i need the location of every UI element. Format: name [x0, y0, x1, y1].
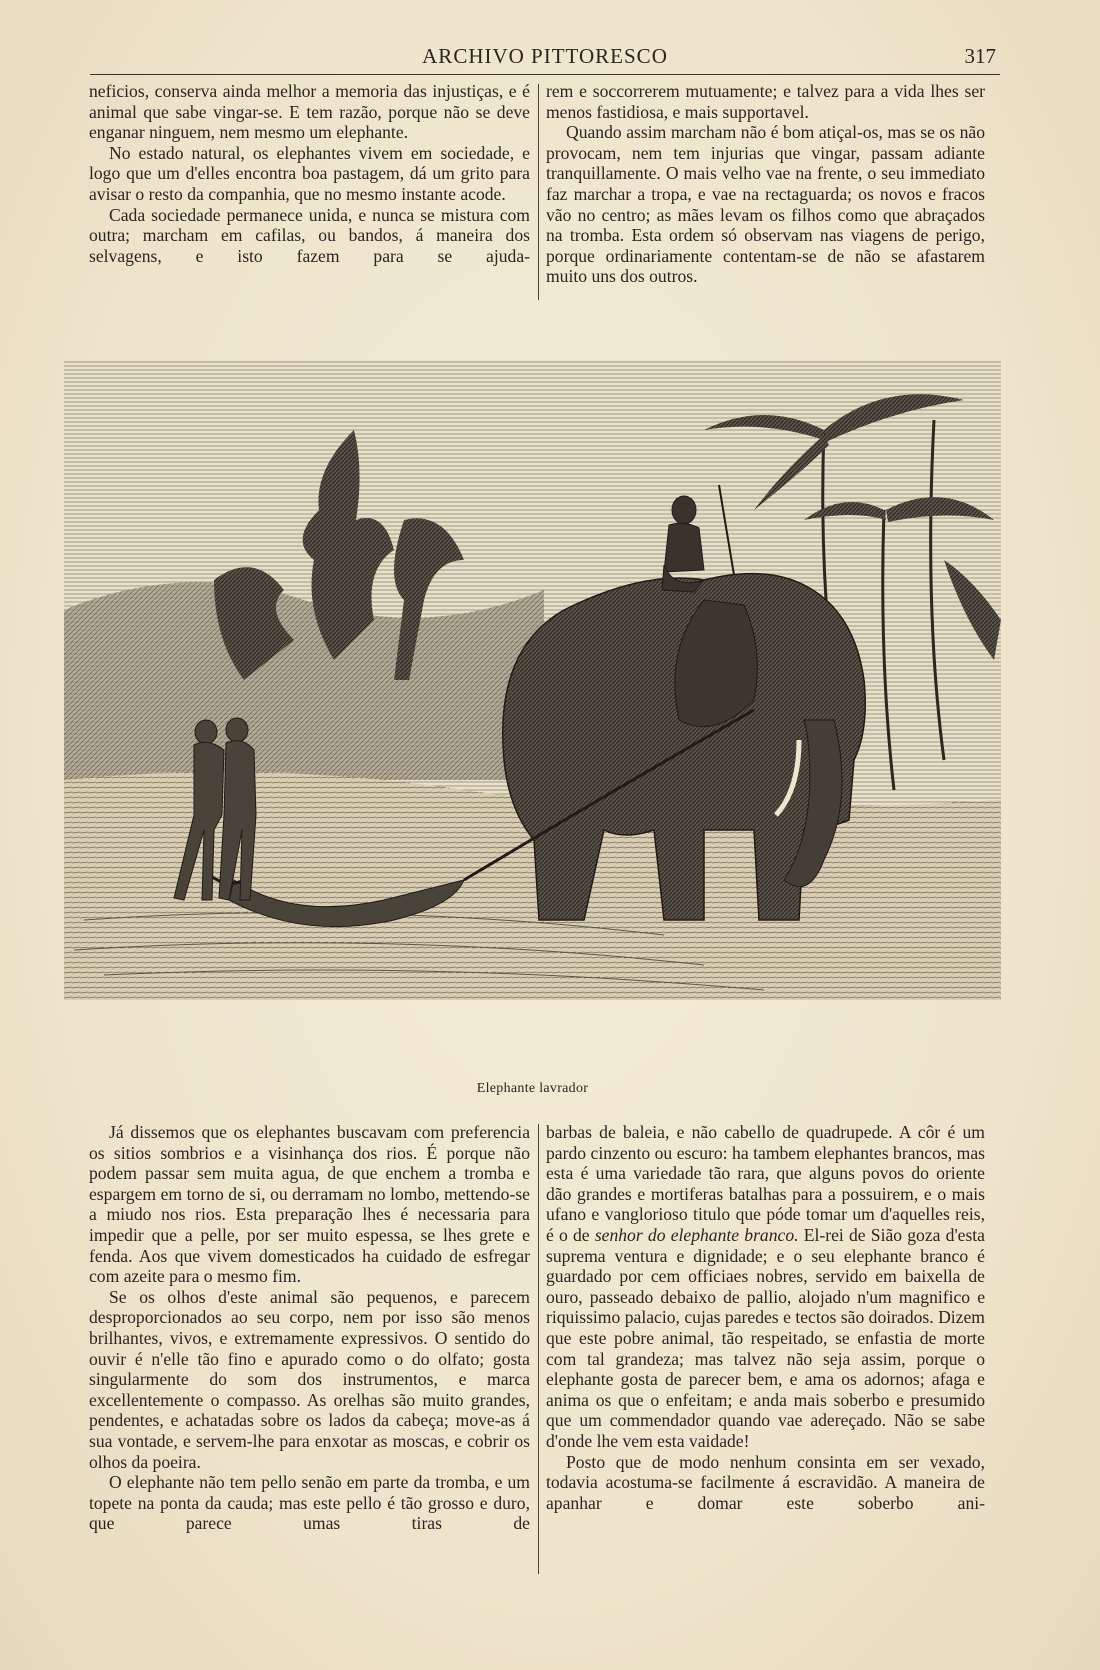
- bottom-right-column: [546, 1122, 985, 1513]
- italic-phrase: senhor do elephante branco.: [594, 1224, 799, 1245]
- paragraph: rem e soccorrerem mutuamente; e talvez para a vida lhes ser menos fastidiosa, e mais supportavel.: [546, 81, 985, 122]
- paragraph-text: El-rei de Sião goza d'esta suprema ventura e dignidade; e o seu elephante branco é guardado por cem officiaes nobres, servido em baixella de ouro, passeado debaixo de pallio, alojado n'um magnifico e riquissimo palacio, cujas paredes e tectos são doirados. Dizem que este pobre animal, tão respeitado, se enfastia de morte com tal grandeza; mas talvez não seja assim, porque o elephante gosta de parecer bem, e ama os adornos; afaga e anima os que o enfeitam; e anda mais soberbo e presumido que um commendador quando vae adereçado. Não se sabe d'onde lhe vem esta vaidade!: [546, 1224, 985, 1451]
- paragraph: No estado natural, os elephantes vivem em sociedade, e logo que um d'elles encontra boa pastagem, dá um grito para avisar o resto da companhia, que no mesmo instante acode.: [89, 142, 530, 204]
- paragraph: [546, 1122, 985, 1452]
- paragraph: neficios, conserva ainda melhor a memoria das injustiças, e é animal que sabe vingar-se. E tem razão, porque não se deve enganar ninguem, nem mesmo um elephante.: [89, 81, 530, 143]
- page-number: 317: [964, 44, 996, 68]
- elephant-plough-engraving: [64, 360, 1001, 1055]
- figure-caption: Elephante lavrador: [476, 1081, 589, 1096]
- paragraph: Já dissemos que os elephantes buscavam com preferencia os sitios sombrios e a visinhança dos rios. É porque não podem passar sem muita agua, de que enchem a tromba e espargem em torno de si, ou derramam no lombo, mettendo-se a miudo nos rios. Esta preparação lhes é necessaria para impedir que a pelle, por ser muito espessa, se lhes grete e fenda. Aos que vivem domesticados ha cuidado de esfregar com azeite para o mesmo fim.: [89, 1122, 530, 1287]
- bottom-left-column: [89, 1122, 530, 1534]
- paragraph: O elephante não tem pello senão em parte da tromba, e um topete na ponta da cauda; mas este pello é tão grosso e duro, que parece umas tiras de: [89, 1472, 530, 1534]
- column-divider: [538, 1124, 539, 1574]
- paragraph: Se os olhos d'este animal são pequenos, e parecem desproporcionados ao seu corpo, nem por isso são menos brilhantes, vivos, e extremamente expressivos. O sentido do ouvir é n'elle tão fino e apurado como o do olfato; gosta singularmente do som dos instrumentos, e marca excellentemente o compasso. As orelhas são muito grandes, pendentes, e achatadas sobre os lados da cabeça; move-as á sua vontade, e servem-lhe para enxotar as moscas, e cobrir os olhos da poeira.: [89, 1286, 530, 1472]
- journal-title: ARCHIVO PITTORESCO: [422, 44, 668, 68]
- paragraph: Cada sociedade permanece unida, e nunca se mistura com outra; marcham em cafilas, ou bandos, á maneira dos selvagens, e isto fazem para se ajuda-: [89, 204, 530, 266]
- top-left-column: [89, 81, 530, 266]
- page-header: [90, 40, 1000, 75]
- top-right-column: [546, 81, 985, 287]
- engraving-figure: [64, 360, 1001, 1096]
- paragraph-text: barbas de baleia, e não cabello de quadrupede. A côr é um pardo cinzento ou escuro: ha tambem elephantes brancos, mas esta é uma variedade tão rara, que alguns povos do oriente dão grandes e mortiferas batalhas para a possuirem, e o mais ufano e vanglorioso titulo que póde tomar um d'aquelles reis, é o de: [546, 1122, 985, 1245]
- paragraph: Posto que de modo nenhum consinta em ser vexado, todavia acostuma-se facilmente á escravidão. A maneira de apanhar e domar este soberbo ani-: [546, 1451, 985, 1513]
- column-divider: [538, 84, 539, 300]
- paragraph: Quando assim marcham não é bom atiçal-os, mas se os não provocam, nem tem injurias que vingar, passam adiante tranquillamente. O mais velho vae na frente, o seu immediato faz marchar a tropa, e vae na rectaguarda; os novos e fracos vão no centro; as mães levam os filhos como que abraçados na tromba. Esta ordem só observam nas viagens de perigo, porque ordinariamente contentam-se de não se afastarem muito uns dos outros.: [546, 122, 985, 287]
